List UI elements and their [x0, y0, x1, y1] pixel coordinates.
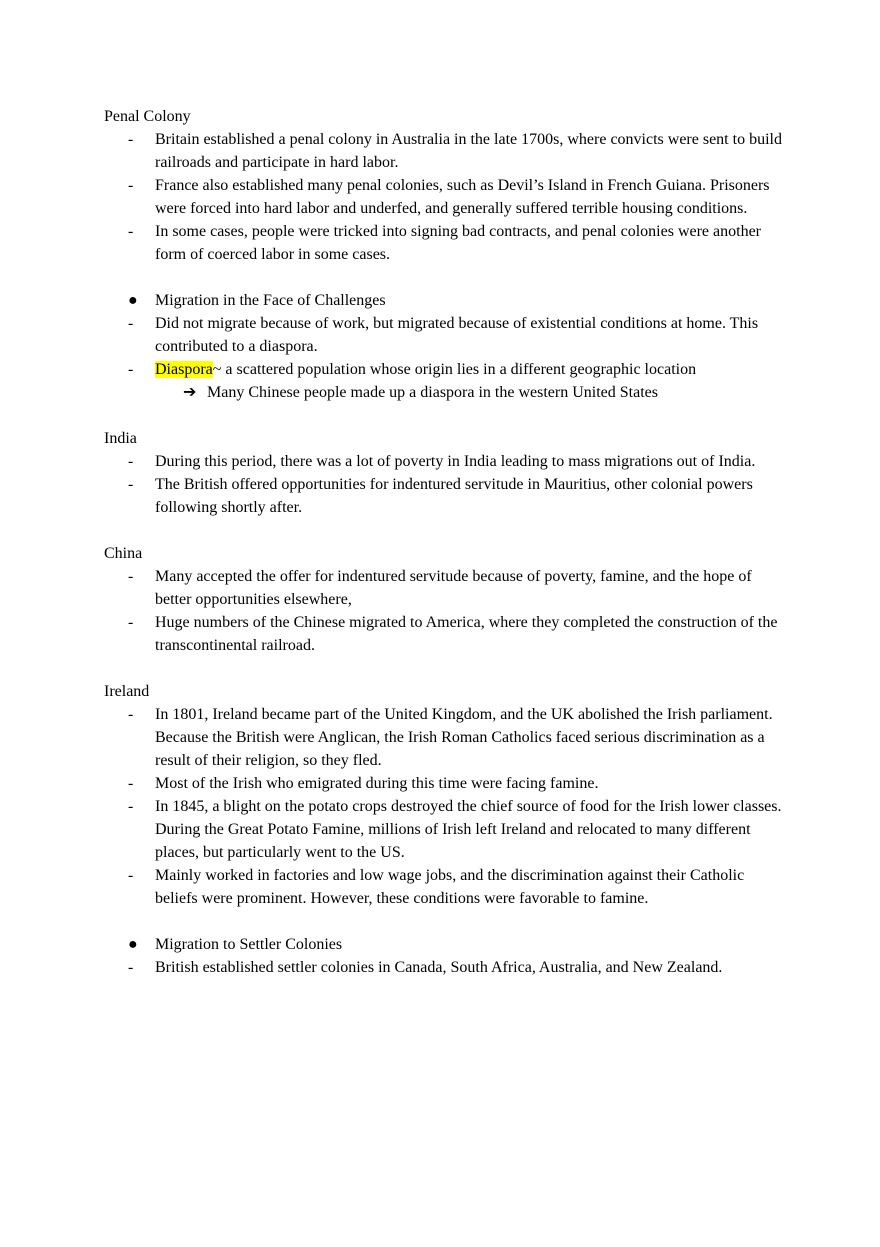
list-item — [104, 864, 784, 910]
spacer — [104, 404, 784, 427]
section-heading-china: China — [104, 545, 143, 562]
bullet-marker: ● — [128, 936, 138, 953]
dash-marker: - — [128, 959, 134, 976]
list-item-text: In 1801, Ireland became part of the United Kingdom, and the UK abolished the Irish parliament. Because the British were Anglican, the Irish Roman Catholics faced serious discrimination as a result of their religion, so they fled. — [155, 706, 773, 769]
list-item — [104, 565, 784, 611]
arrow-icon: ➔ — [183, 384, 197, 401]
list-item-text: The British offered opportunities for indentured servitude in Mauritius, other colonial powers following shortly after. — [155, 476, 753, 516]
section-heading-ireland: Ireland — [104, 683, 150, 700]
bullet-marker: ● — [128, 292, 138, 309]
list-item-text: France also established many penal colonies, such as Devil’s Island in French Guiana. Prisoners were forced into hard labor and underfed, and generally suffered terrible housing conditions. — [155, 177, 770, 217]
bullet-item-settler-colonies — [104, 933, 784, 956]
list-item-text: Mainly worked in factories and low wage jobs, and the discrimination against their Catholic beliefs were prominent. However, these conditions were favorable to famine. — [155, 867, 745, 907]
list-item-text: Did not migrate because of work, but migrated because of existential conditions at home. This contributed to a diaspora. — [155, 315, 759, 355]
bullet-item-text: Migration to Settler Colonies — [155, 936, 343, 953]
dash-marker: - — [128, 453, 134, 470]
dash-marker: - — [128, 177, 134, 194]
dash-marker: - — [128, 361, 134, 378]
term-definition: ~ a scattered population whose origin lies in a different geographic location — [212, 361, 697, 378]
spacer — [104, 519, 784, 542]
list-item-text: British established settler colonies in Canada, South Africa, Australia, and New Zealand. — [155, 959, 723, 976]
list-item — [104, 220, 784, 266]
spacer — [104, 910, 784, 933]
dash-marker: - — [128, 775, 134, 792]
dash-marker: - — [128, 867, 134, 884]
list-item-text: In 1845, a blight on the potato crops destroyed the chief source of food for the Irish lower classes. During the Great Potato Famine, millions of Irish left Ireland and relocated to many different places, but particularly went to the US. — [155, 798, 782, 861]
list-item-diaspora — [104, 358, 784, 381]
list-item — [104, 450, 784, 473]
list-item — [104, 772, 784, 795]
list-item — [104, 473, 784, 519]
bullet-item-challenges — [104, 289, 784, 312]
dash-marker: - — [128, 476, 134, 493]
dash-marker: - — [128, 798, 134, 815]
list-item-text: Many accepted the offer for indentured servitude because of poverty, famine, and the hope of better opportunities elsewhere, — [155, 568, 752, 608]
list-item — [104, 703, 784, 772]
section-heading-penal-colony: Penal Colony — [104, 108, 191, 125]
document-page — [104, 105, 784, 979]
list-item — [104, 174, 784, 220]
list-item-text: Britain established a penal colony in Australia in the late 1700s, where convicts were sent to build railroads and participate in hard labor. — [155, 131, 782, 171]
dash-marker: - — [128, 315, 134, 332]
dash-marker: - — [128, 614, 134, 631]
list-item-text: During this period, there was a lot of poverty in India leading to mass migrations out of India. — [155, 453, 756, 470]
list-item-text: In some cases, people were tricked into signing bad contracts, and penal colonies were another form of coerced labor in some cases. — [155, 223, 762, 263]
dash-marker: - — [128, 706, 134, 723]
list-item-text: Huge numbers of the Chinese migrated to America, where they completed the construction of the transcontinental railroad. — [155, 614, 778, 654]
dash-marker: - — [128, 568, 134, 585]
bullet-item-text: Migration in the Face of Challenges — [155, 292, 386, 309]
list-item-text: Most of the Irish who emigrated during this time were facing famine. — [155, 775, 599, 792]
list-item — [104, 956, 784, 979]
list-item — [104, 312, 784, 358]
highlighted-term: Diaspora — [155, 361, 213, 378]
spacer — [104, 657, 784, 680]
list-item — [104, 128, 784, 174]
dash-marker: - — [128, 131, 134, 148]
sub-list-item-text: Many Chinese people made up a diaspora in the western United States — [207, 384, 658, 401]
dash-marker: - — [128, 223, 134, 240]
spacer — [104, 266, 784, 289]
list-item — [104, 795, 784, 864]
list-item — [104, 611, 784, 657]
section-heading-india: India — [104, 430, 137, 447]
sub-list-item — [104, 381, 784, 404]
